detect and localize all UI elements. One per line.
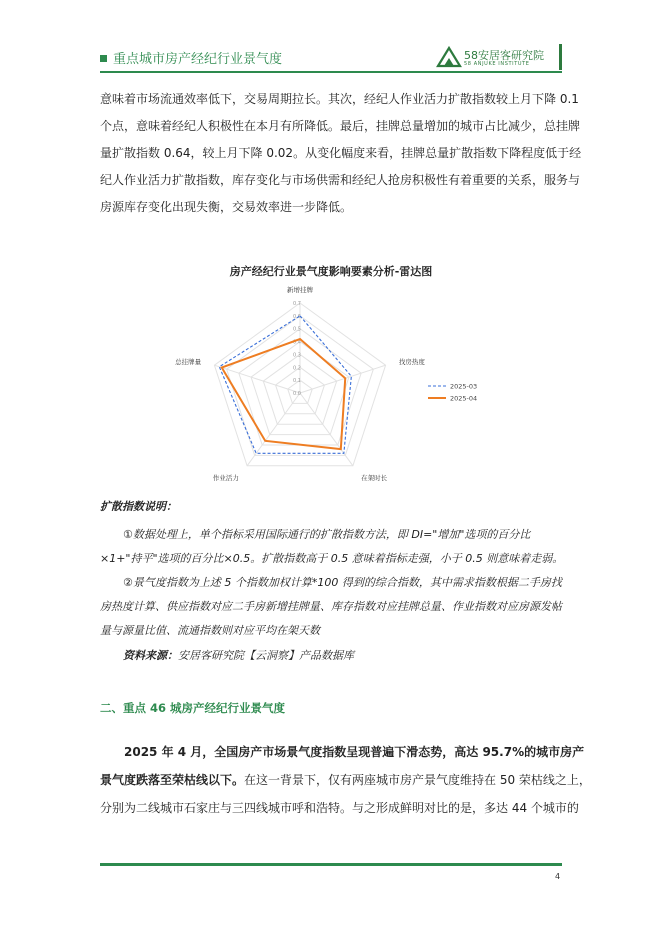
tick-label: 0.6 [293,313,301,320]
axis-label: 新增挂牌 [287,286,313,294]
note-line: ①数据处理上，单个指标采用国际通行的扩散指数方法，即 DI="增加"选项的百分比 [123,528,531,541]
note-line: ②景气度指数为上述 5 个指数加权计算*100 得到的综合指数，其中需求指数根据二手房找 [123,576,562,589]
paragraph-line: 纪人作业活力扩散指数，库存变化与市场供需和经纪人抢房积极性有着重要的关系，服务与 [100,173,581,187]
chart-title: 房产经纪行业景气度影响要素分析-雷达图 [229,265,433,278]
paragraph-line: 分别为二线城市石家庄与三四线城市呼和浩特。与之形成鲜明对比的是，多达 44 个城市的 [100,801,579,815]
tick-label: 0.5 [293,326,301,333]
source-text: 安居客研究院【云洞察】产品数据库 [178,649,354,662]
page-number: 4 [555,872,561,881]
paragraph-2 [100,738,591,822]
logo-subtitle: 58 ANJUKE INSTITUTE [464,61,530,67]
source-label: 资料来源： [123,649,178,662]
logo-bar [559,44,562,70]
chart-legend [428,383,477,403]
paragraph-bold: 景气度跌落至荣枯线以下。 [100,773,245,787]
notes-title: 扩散指数说明： [100,500,177,513]
notes-body [100,523,562,643]
paragraph-text: 在这一背景下，仅有两座城市房产景气度维持在 50 荣枯线之上， [244,773,591,787]
tick-label: 0.1 [293,378,301,385]
radar-chart-svg [100,258,562,488]
paragraph-line: 意味着市场流通效率低下，交易周期拉长。其次，经纪人作业活力扩散指数较上月下降 0.1 [100,92,579,106]
tick-label: 0.4 [293,339,301,346]
paragraph-line: 房源库存变化出现失衡，交易效率进一步降低。 [100,200,353,214]
axis-label: 总挂牌量 [175,357,202,366]
radar-series [219,313,351,453]
header-square-icon [100,55,107,62]
page-header [100,42,562,74]
logo [436,44,562,70]
section-title: 二、重点 46 城房产经纪行业景气度 [100,701,286,715]
paragraph-1 [100,86,582,221]
series-line [222,339,346,449]
note-line: 房热度计算、供应指数对应二手房新增挂牌量、库存指数对应挂牌总量、作业指数对应房源发帖 [100,600,562,613]
note-line: ×1+"持平"选项的百分比×0.5。扩散指数高于 0.5 意味着指标走强，小于 0.5 则意味着走弱。 [100,552,564,565]
grid-spoke [300,393,353,466]
tick-label: 0.3 [293,352,301,359]
house-logo-icon [436,44,462,70]
grid-spoke [300,365,386,393]
paragraph-line: 个点，意味着经纪人积极性在本月有所降低。最后，挂牌总量增加的城市占比减少，总挂牌 [100,119,581,133]
legend-label: 2025-04 [450,394,478,403]
tick-label: 0.2 [293,365,301,372]
axis-label: 找房热度 [398,357,425,366]
note-line: 量与源量比值、流通指数则对应平均在架天数 [100,624,320,637]
paragraph-line: 2025 年 4 月，全国房产市场景气度指数呈现普遍下滑态势，高达 95.7%的城市房产 [124,745,585,759]
axis-label: 作业活力 [212,474,239,483]
header-divider [100,71,562,73]
source-note [123,647,354,663]
footer-divider [100,863,562,866]
radar-chart [100,258,562,488]
paragraph-line: 量扩散指数 0.64，较上月下降 0.02。从变化幅度来看，挂牌总量扩散指数下降程度低于经 [100,146,582,160]
axis-label: 在架时长 [361,474,388,483]
grid-spoke [214,365,300,393]
legend-label: 2025-03 [450,382,478,391]
tick-label: 0.7 [293,301,301,307]
grid-spoke [247,393,300,466]
tick-label: 0.0 [293,391,301,397]
logo-name: 58安居客研究院 [464,49,544,62]
header-title: 重点城市房产经纪行业景气度 [113,52,283,67]
series-line [219,313,351,453]
